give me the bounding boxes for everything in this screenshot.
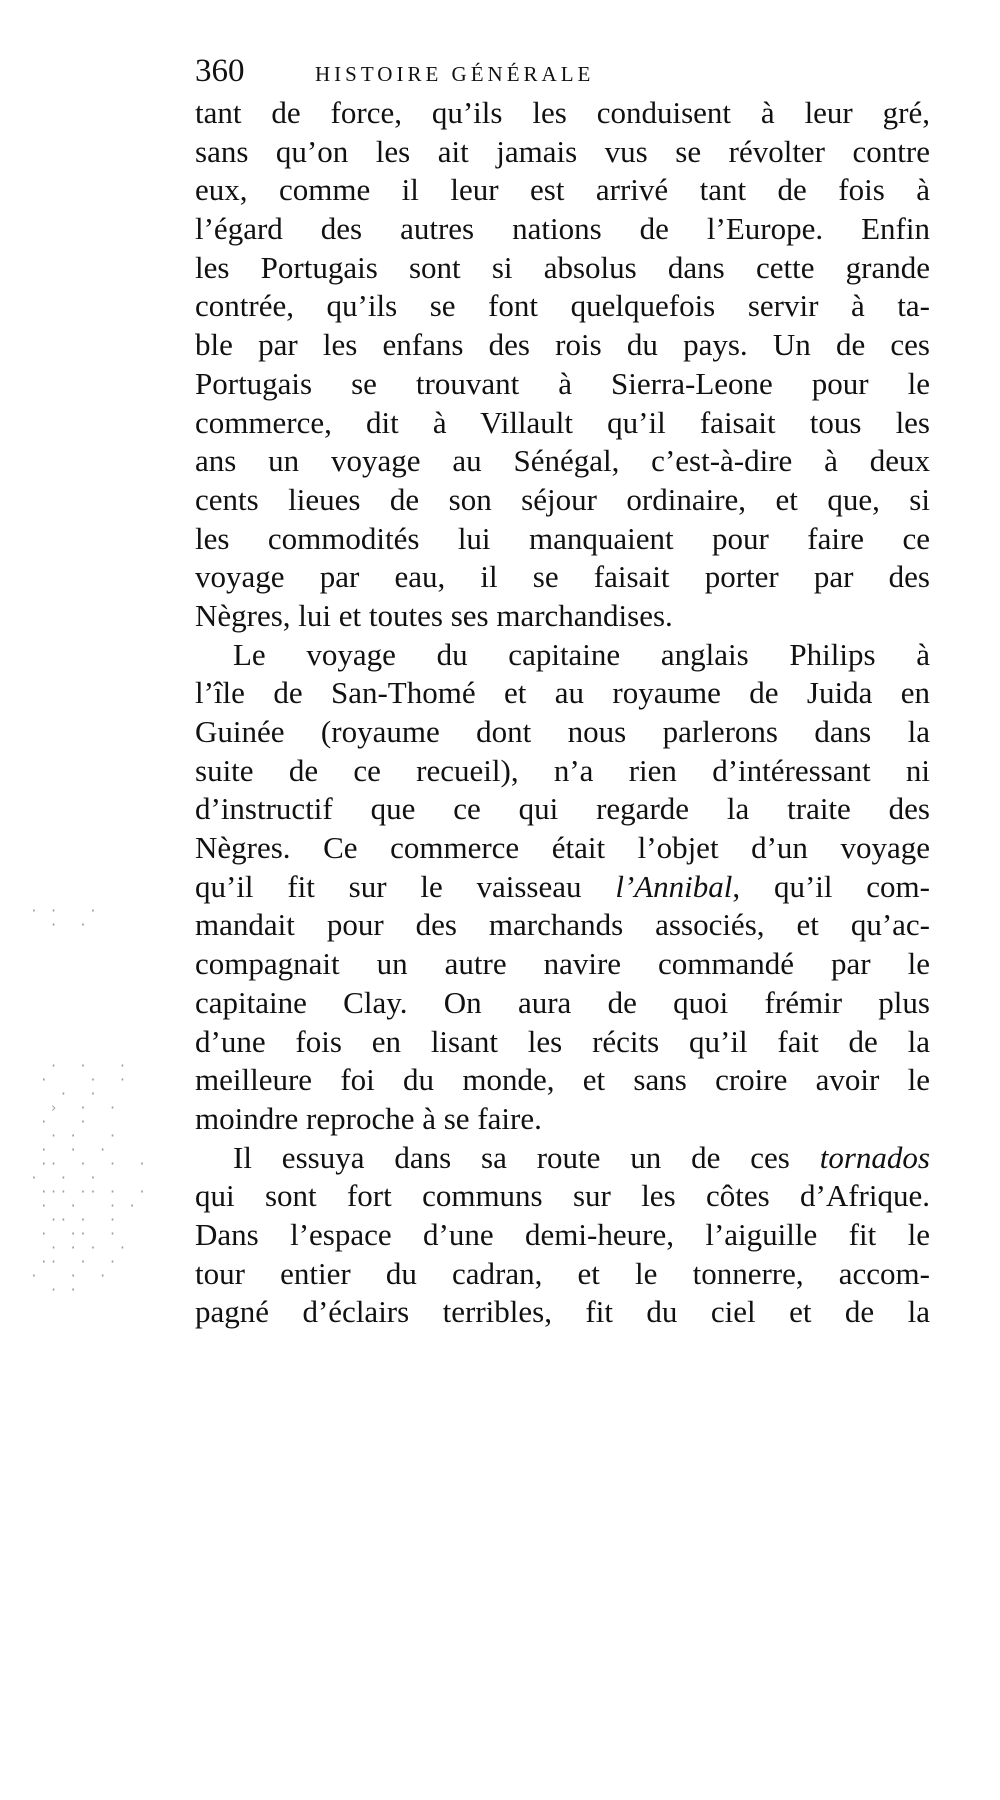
page-number: 360 [195,53,245,89]
text-line: pagné d’éclairs terribles, fit du ciel et de la [195,1294,930,1330]
text-line: d’une fois en lisant les récits qu’il fait de la [195,1023,930,1059]
text-line: ans un voyage au Sénégal, c’est-à-dire à deux [195,443,930,479]
text-line: les commodités lui manquaient pour faire ce [195,520,930,556]
text-line: Portugais se trouvant à Sierra-Leone pour le [195,365,930,401]
text-line: voyage par eau, il se faisait porter par des [195,559,930,595]
text-line: sans qu’on les ait jamais vus se révolter contre [195,133,930,169]
ship-name-italic: l’Annibal [615,868,733,904]
paragraph-3 [195,1139,930,1332]
text-line: les Portugais sont si absolus dans cette grande [195,249,930,285]
text-line: qui sont fort communs sur les côtes d’Afrique. [195,1178,930,1214]
text-line: tour entier du cadran, et le tonnerre, accom- [195,1255,930,1291]
text-line: ble par les enfans des rois du pays. Un de ces [195,327,930,363]
text-line: l’île de San-Thomé et au royaume de Juida en [195,675,930,711]
text-line: meilleure foi du monde, et sans croire avoir le [195,1062,930,1098]
text-line: compagnait un autre navire commandé par le [195,946,930,982]
body-text [195,94,930,1332]
text-line: capitaine Clay. On aura de quoi frémir plus [195,984,930,1020]
text-line: commerce, dit à Villault qu’il faisait tous les [195,404,930,440]
text-line: l’égard des autres nations de l’Europe. Enfin [195,211,930,247]
scan-noise: · · · · · [30,905,99,933]
running-head: HISTOIRE GÉNÉRALE [315,62,595,86]
paragraph-1 [195,94,930,636]
text-line: eux, comme il leur est arrivé tant de fois à [195,172,930,208]
text-line: suite de ce recueil), n’a rien d’intéressant ni [195,752,930,788]
text-line: cents lieues de son séjour ordinaire, et que, si [195,481,930,517]
text-line: Nègres, lui et toutes ses marchandises. [195,597,673,633]
term-italic: tornados [819,1139,930,1175]
text-line: Guinée (royaume dont nous parlerons dans la [195,714,930,749]
text-line: mandait pour des marchands associés, et qu’ac- [195,907,930,943]
text-line: Nègres. Ce commerce était l’objet d’un voyage [195,830,930,866]
text-fragment: , qu’il com- [732,868,930,904]
paragraph-2 [195,636,930,1139]
text-line-with-italic [195,868,930,907]
text-line: moindre reproche à se faire. [195,1100,542,1136]
text-line: contrée, qu’ils se font quelquefois servir à ta- [195,288,930,324]
text-fragment: Il essuya dans sa route un de ces [233,1139,820,1175]
text-line-with-italic [195,1139,930,1178]
text-line: Dans l’espace d’une demi-heure, l’aiguille fit le [195,1216,930,1252]
scan-noise: · · · · · · · · › · · · · · · · · · · ·· · · · · · · ··· ·· · · · · · · ·· · · · ·· · · · · · ·· · · · · · · · [30,1060,148,1298]
page-header [195,48,930,94]
text-fragment: qu’il fit sur le vaisseau [195,868,616,904]
text-line: tant de force, qu’ils les conduisent à leur gré, [195,95,930,130]
text-line: d’instructif que ce qui regarde la traite des [195,791,930,827]
text-line: Le voyage du capitaine anglais Philips à [233,636,930,672]
